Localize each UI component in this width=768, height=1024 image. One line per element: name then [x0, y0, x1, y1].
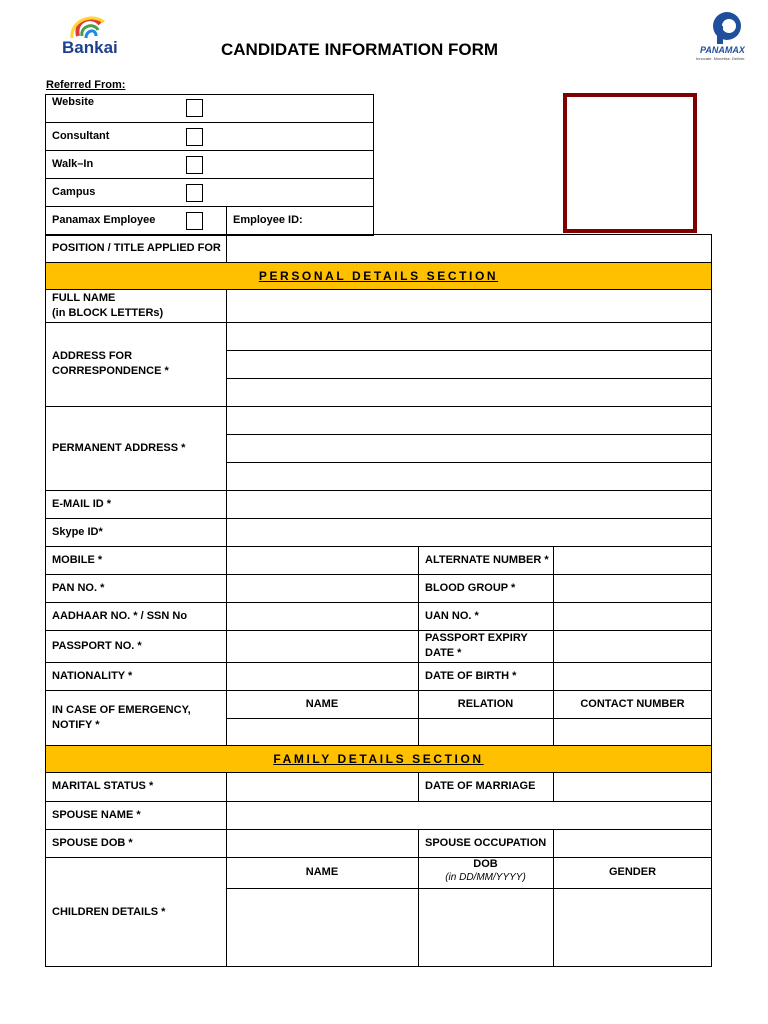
- blood-group-label: BLOOD GROUP *: [425, 581, 516, 594]
- consultant-checkbox[interactable]: [186, 128, 203, 146]
- aadhaar-field[interactable]: [227, 603, 417, 630]
- skype-label: Skype ID*: [52, 525, 103, 538]
- passport-label: PASSPORT NO. *: [52, 639, 142, 652]
- full-name-field[interactable]: [227, 290, 711, 322]
- position-label: POSITION / TITLE APPLIED FOR: [52, 241, 221, 254]
- bankai-logo-text: Bankai: [62, 38, 118, 57]
- mobile-field[interactable]: [227, 547, 417, 574]
- referred-from-heading: Referred From:: [46, 79, 126, 91]
- children-col-name: NAME: [305, 866, 339, 878]
- nationality-field[interactable]: [227, 663, 417, 690]
- children-col-dob-hint: (in DD/MM/YYYY): [445, 872, 526, 883]
- spouse-name-field[interactable]: [227, 802, 711, 829]
- emergency-name-field[interactable]: [227, 719, 417, 745]
- bankai-logo: [56, 12, 128, 70]
- children-col-gender: GENDER: [608, 866, 657, 878]
- photo-box: [563, 93, 697, 233]
- referral-option-walk-in: Walk–In: [52, 157, 94, 170]
- panamax-logo-mark: [692, 8, 762, 46]
- dob-field[interactable]: [554, 663, 711, 690]
- address-correspondence-field[interactable]: [227, 323, 711, 406]
- uan-label: UAN NO. *: [425, 609, 479, 622]
- emergency-col-name: NAME: [305, 697, 339, 710]
- campus-checkbox[interactable]: [186, 184, 203, 202]
- referral-option-website: Website: [52, 95, 94, 108]
- referral-option-consultant: Consultant: [52, 129, 110, 142]
- marital-status-label: MARITAL STATUS *: [52, 780, 154, 792]
- dob-label: DATE OF BIRTH *: [425, 669, 517, 682]
- blood-group-field[interactable]: [554, 575, 711, 602]
- personal-details-band: PERSONAL DETAILS SECTION: [45, 262, 712, 290]
- marital-status-field[interactable]: [227, 773, 417, 801]
- alternate-number-field[interactable]: [554, 547, 711, 574]
- passport-expiry-label: PASSPORT EXPIRY DATE *: [425, 632, 528, 659]
- pan-field[interactable]: [227, 575, 417, 602]
- mobile-label: MOBILE *: [52, 553, 103, 566]
- passport-expiry-field[interactable]: [554, 631, 711, 662]
- children-gender-field[interactable]: [554, 889, 711, 966]
- emergency-col-contact: CONTACT NUMBER: [580, 697, 685, 710]
- spouse-dob-label: SPOUSE DOB *: [52, 836, 133, 849]
- website-checkbox[interactable]: [186, 99, 203, 117]
- skype-field[interactable]: [227, 519, 711, 546]
- children-dob-field[interactable]: [419, 889, 552, 966]
- date-of-marriage-field[interactable]: [554, 773, 711, 801]
- pan-label: PAN NO. *: [52, 581, 105, 594]
- panamax-tagline: Innovate. Monetise. Deliver.: [696, 56, 746, 61]
- passport-field[interactable]: [227, 631, 417, 662]
- position-field[interactable]: [227, 235, 711, 262]
- spouse-dob-field[interactable]: [227, 830, 417, 857]
- employee-id-label: Employee ID:: [233, 213, 303, 226]
- emergency-label: IN CASE OF EMERGENCY, NOTIFY *: [52, 704, 191, 731]
- alternate-number-label: ALTERNATE NUMBER *: [425, 553, 549, 566]
- panamax-logo-text: PANAMAX: [700, 45, 745, 55]
- emergency-contact-field[interactable]: [554, 719, 711, 745]
- emergency-col-relation: RELATION: [457, 697, 514, 710]
- full-name-label: FULL NAME (in BLOCK LETTERs): [52, 291, 164, 319]
- children-details-label: CHILDREN DETAILS *: [52, 905, 166, 918]
- date-of-marriage-label: DATE OF MARRIAGE: [425, 780, 536, 792]
- address-correspondence-label: ADDRESS FOR CORRESPONDENCE *: [52, 350, 169, 377]
- email-field[interactable]: [227, 491, 711, 518]
- panamax-logo: [692, 8, 762, 64]
- referral-option-campus: Campus: [52, 185, 96, 198]
- walk-in-checkbox[interactable]: [186, 156, 203, 174]
- spouse-occupation-field[interactable]: [554, 830, 711, 857]
- permanent-address-field[interactable]: [227, 407, 711, 490]
- children-col-dob: [418, 858, 553, 888]
- permanent-address-label: PERMANENT ADDRESS *: [52, 441, 186, 454]
- spouse-occupation-label: SPOUSE OCCUPATION: [425, 836, 547, 849]
- uan-field[interactable]: [554, 603, 711, 630]
- aadhaar-label: AADHAAR NO. * / SSN No: [52, 609, 188, 622]
- children-col-dob-title: DOB: [473, 858, 498, 870]
- nationality-label: NATIONALITY *: [52, 669, 133, 682]
- family-details-band: FAMILY DETAILS SECTION: [45, 745, 712, 773]
- panamax-employee-checkbox[interactable]: [186, 212, 203, 230]
- spouse-name-label: SPOUSE NAME *: [52, 808, 141, 821]
- referral-option-panamax-employee: Panamax Employee: [52, 213, 156, 226]
- emergency-relation-field[interactable]: [419, 719, 552, 745]
- email-label: E-MAIL ID *: [52, 497, 112, 510]
- page-title: CANDIDATE INFORMATION FORM: [221, 40, 499, 59]
- children-name-field[interactable]: [227, 889, 417, 966]
